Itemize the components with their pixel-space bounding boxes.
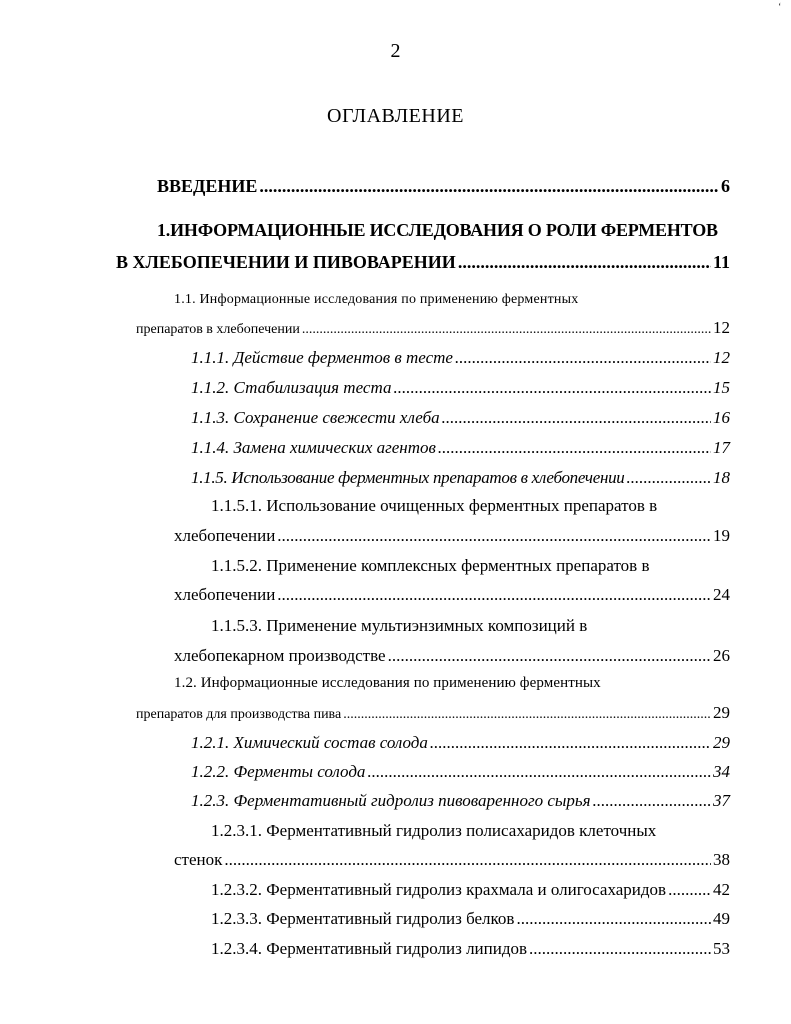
dot-leader (224, 850, 711, 870)
toc-page-number: 16 (713, 408, 730, 427)
toc-page-number: 38 (713, 850, 730, 869)
toc-entry-label: хлебопекарном производстве (174, 646, 386, 665)
dot-leader (593, 791, 711, 811)
toc-page-number: 37 (713, 791, 730, 810)
toc-page-number: 26 (713, 646, 730, 665)
toc-chapter-1-line1[interactable]: 1.ИНФОРМАЦИОННЫЕ ИССЛЕДОВАНИЯ О РОЛИ ФЕРМЕНТОВ (157, 220, 718, 240)
dot-leader (430, 733, 711, 753)
toc-entry-label: препаратов в хлебопечении (136, 322, 300, 337)
toc-page-number: 29 (713, 733, 730, 752)
toc-entry-intro[interactable] (157, 176, 730, 200)
dot-leader (259, 176, 719, 197)
toc-page-number: 29 (713, 703, 730, 722)
toc-section-1-2-3-4[interactable] (211, 939, 730, 963)
toc-entry-label: 1.1.4. Замена химических агентов (191, 438, 436, 457)
toc-section-1-1-1[interactable] (191, 348, 730, 372)
toc-page-number: 53 (713, 939, 730, 958)
toc-entry-label: 1.1.3. Сохранение свежести хлеба (191, 408, 440, 427)
toc-page-number: 17 (713, 438, 730, 457)
dot-leader (277, 585, 711, 605)
toc-section-1-2-1[interactable] (191, 733, 730, 757)
toc-entry-label: хлебопечении (174, 526, 276, 545)
toc-section-1-1-4[interactable] (191, 438, 730, 462)
toc-entry-label: препаратов для производства пива (136, 707, 342, 722)
toc-page-number: 42 (713, 880, 730, 899)
dot-leader (438, 438, 711, 458)
dot-leader (442, 408, 711, 428)
toc-entry-label: ВВЕДЕНИЕ (157, 176, 258, 196)
dot-leader (343, 707, 711, 723)
toc-section-1-2-3-3[interactable] (211, 909, 730, 933)
dot-leader (516, 909, 711, 929)
toc-section-1-1-5-1[interactable] (174, 526, 730, 550)
toc-page-number: 24 (713, 585, 730, 604)
toc-section-1-1-5-3-line1[interactable]: 1.1.5.3. Применение мультиэнзимных композиций в (211, 616, 588, 635)
toc-entry-label: хлебопечении (174, 585, 276, 604)
toc-section-1-1-5-2-line1[interactable]: 1.1.5.2. Применение комплексных ферментных препаратов в (211, 556, 650, 575)
toc-section-1-2-3[interactable] (191, 791, 730, 815)
toc-section-1-1-2[interactable] (191, 378, 730, 402)
toc-section-1-2-line1[interactable]: 1.2. Информационные исследования по применению ферментных (174, 675, 601, 691)
dot-leader (668, 880, 711, 900)
toc-entry-label: 1.2.2. Ферменты солода (191, 762, 366, 781)
toc-page-number: 15 (713, 378, 730, 397)
toc-page-number: 49 (713, 909, 730, 928)
page-title: ОГЛАВЛЕНИЕ (327, 105, 464, 127)
toc-section-1-2-3-1-line1[interactable]: 1.2.3.1. Ферментативный гидролиз полисахаридов клеточных (211, 821, 657, 840)
toc-section-1-2-3-1[interactable] (174, 850, 730, 874)
toc-entry-label: 1.1.1. Действие ферментов в тесте (191, 348, 453, 367)
toc-section-1-1-5-1-line1[interactable]: 1.1.5.1. Использование очищенных ферментных препаратов в (211, 496, 658, 515)
toc-entry-label: 1.1.5. Использование ферментных препаратов в хлебопечении (191, 468, 625, 487)
toc-entry-label: В ХЛЕБОПЕЧЕНИИ И ПИВОВАРЕНИИ (116, 252, 456, 272)
toc-entry-label: 1.2.3.2. Ферментативный гидролиз крахмала и олигосахаридов (211, 880, 667, 899)
dot-leader (455, 348, 711, 368)
toc-page-number: 19 (713, 526, 730, 545)
toc-page-number: 12 (713, 318, 730, 337)
toc-section-1-1-5-3[interactable] (174, 646, 730, 670)
toc-page-number: 11 (712, 252, 730, 272)
toc-entry-label: 1.2.3.4. Ферментативный гидролиз липидов (211, 939, 528, 958)
toc-section-1-1-line1[interactable]: 1.1. Информационные исследования по применению ферментных (174, 292, 579, 307)
toc-section-1-2[interactable] (136, 703, 730, 727)
dot-leader (626, 468, 711, 488)
toc-section-1-2-2[interactable] (191, 762, 730, 786)
toc-section-1-1[interactable] (136, 318, 730, 342)
dot-leader (393, 378, 711, 398)
dot-leader (277, 526, 711, 546)
toc-entry-label: 1.1.2. Стабилизация теста (191, 378, 392, 397)
dot-leader (529, 939, 711, 959)
toc-page-number: 18 (713, 468, 730, 487)
toc-entry-label: стенок (174, 850, 223, 869)
page-number: 2 (390, 40, 401, 62)
toc-section-1-1-5[interactable] (191, 468, 730, 492)
toc-page-number: 6 (721, 176, 730, 196)
toc-entry-label: 1.2.1. Химический состав солода (191, 733, 428, 752)
dot-leader (367, 762, 711, 782)
toc-page-number: 12 (713, 348, 730, 367)
toc-section-1-1-5-2[interactable] (174, 585, 730, 609)
toc-section-1-2-3-2[interactable] (211, 880, 730, 904)
dot-leader (388, 646, 711, 666)
dot-leader (302, 322, 711, 338)
toc-section-1-1-3[interactable] (191, 408, 730, 432)
dot-leader (458, 252, 711, 273)
toc-page-number: 34 (713, 762, 730, 781)
corner-mark: ‘ (778, 2, 782, 13)
toc-entry-label: 1.2.3. Ферментативный гидролиз пивоваренного сырья (191, 791, 591, 810)
toc-entry-label: 1.2.3.3. Ферментативный гидролиз белков (211, 909, 515, 928)
toc-chapter-1[interactable] (116, 252, 730, 276)
